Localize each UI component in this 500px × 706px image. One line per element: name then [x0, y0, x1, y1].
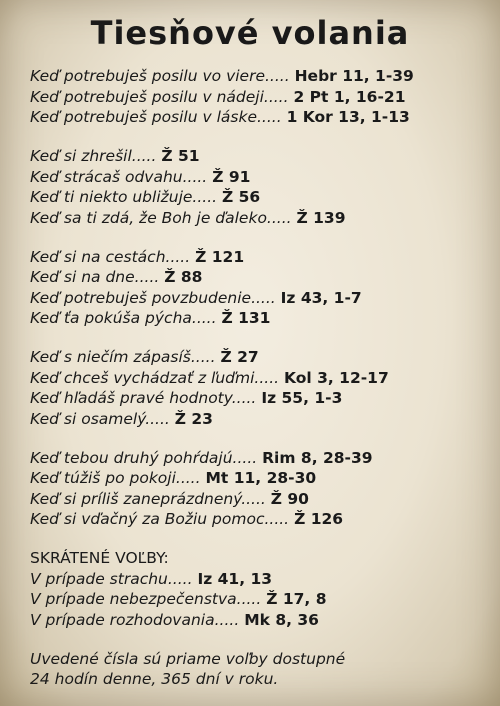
entry-line: [30, 388, 486, 409]
entry-text: Keď strácaš odvahu.....: [30, 167, 208, 186]
entry-group: [30, 146, 486, 228]
entry-text: Keď si na dne.....: [30, 268, 160, 286]
entry-text: Keď tebou druhý pohŕdajú.....: [30, 448, 258, 467]
entry-text: Keď si vďačný za Božiu pomoc.....: [30, 510, 290, 528]
entry-group: [30, 247, 486, 329]
entry-line: [30, 146, 486, 167]
entry-line: [30, 489, 486, 510]
spacer: [30, 630, 486, 649]
entry-line: [30, 87, 486, 108]
bible-reference: Ž 126: [294, 510, 344, 528]
bible-reference: Ž 56: [222, 188, 261, 206]
bible-reference: Ž 90: [270, 489, 309, 508]
entry-text: Keď hľadáš pravé hodnoty.....: [30, 389, 257, 407]
bible-reference: Ž 88: [164, 268, 203, 286]
entry-line: [30, 610, 486, 631]
bible-reference: Ž 17, 8: [266, 590, 327, 608]
entry-line: [30, 267, 486, 288]
bible-reference: Iz 55, 1-3: [261, 389, 343, 407]
entry-text: Keď si na cestách.....: [30, 247, 191, 266]
spacer: [30, 329, 486, 348]
entry-line: [30, 509, 486, 530]
entry-text: V prípade nebezpečenstva.....: [30, 590, 262, 608]
short-options-list: [30, 569, 486, 631]
footer-line-2: 24 hodín denne, 365 dní v roku.: [30, 670, 279, 688]
short-options-label: SKRÁTENÉ VOĽBY:: [30, 549, 169, 567]
entry-line: [30, 167, 486, 188]
entry-line: [30, 468, 486, 489]
entry-text: Keď ti niekto ubližuje.....: [30, 188, 218, 206]
bible-reference: Ž 121: [195, 247, 245, 266]
entry-line: [30, 409, 486, 430]
bible-reference: Hebr 11, 1-39: [294, 67, 414, 85]
bible-reference: Ž 51: [161, 147, 200, 165]
entry-text: V prípade rozhodovania.....: [30, 610, 240, 629]
entry-line: [30, 208, 486, 229]
bible-reference: Mk 8, 36: [244, 610, 319, 629]
entry-text: Keď potrebuješ posilu vo viere.....: [30, 67, 290, 85]
entry-line: [30, 569, 486, 590]
entry-text: Keď potrebuješ posilu v nádeji.....: [30, 87, 289, 106]
content: [30, 66, 486, 690]
entry-text: Keď túžiš po pokoji.....: [30, 469, 201, 487]
bible-reference: Ž 91: [212, 167, 251, 186]
spacer: [30, 228, 486, 247]
entry-line: [30, 107, 486, 128]
bible-reference: Ž 23: [174, 409, 213, 428]
bible-reference: Ž 27: [220, 348, 259, 366]
entry-line: [30, 247, 486, 268]
bible-reference: Ž 139: [296, 208, 346, 227]
bible-reference: Iz 41, 13: [197, 569, 273, 588]
entry-line: [30, 288, 486, 309]
bible-reference: Rim 8, 28-39: [262, 448, 373, 467]
entry-text: Keď si zhrešil.....: [30, 147, 157, 165]
bible-reference: 1 Kor 13, 1-13: [286, 108, 410, 126]
footer-line-1: Uvedené čísla sú priame voľby dostupné: [30, 649, 346, 668]
entry-line: [30, 347, 486, 368]
spacer: [30, 128, 486, 147]
entry-text: Keď ťa pokúša pýcha.....: [30, 309, 217, 327]
entry-group: [30, 66, 486, 128]
entry-line: [30, 66, 486, 87]
bible-reference: Iz 43, 1-7: [280, 288, 362, 307]
entry-text: Keď sa ti zdá, že Boh je ďaleko.....: [30, 208, 292, 227]
emergency-call-list: [30, 66, 486, 530]
entry-text: Keď potrebuješ povzbudenie.....: [30, 288, 276, 307]
entry-text: Keď si príliš zaneprázdnený.....: [30, 489, 266, 508]
entry-text: V prípade strachu.....: [30, 569, 193, 588]
entry-line: [30, 308, 486, 329]
bible-reference: Kol 3, 12-17: [284, 368, 389, 387]
entry-line: [30, 448, 486, 469]
bible-reference: 2 Pt 1, 16-21: [293, 87, 406, 106]
spacer: [30, 530, 486, 549]
entry-text: Keď chceš vychádzať z ľuďmi.....: [30, 368, 280, 387]
entry-line: [30, 187, 486, 208]
entry-group: [30, 347, 486, 429]
bible-reference: Mt 11, 28-30: [205, 469, 317, 487]
spacer: [30, 429, 486, 448]
bible-reference: Ž 131: [221, 309, 271, 327]
page-title: Tiesňové volania: [90, 14, 410, 52]
entry-group: [30, 448, 486, 530]
entry-line: [30, 589, 486, 610]
entry-text: Keď s niečím zápasíš.....: [30, 348, 216, 366]
entry-text: Keď potrebuješ posilu v láske.....: [30, 108, 282, 126]
entry-line: [30, 368, 486, 389]
entry-text: Keď si osamelý.....: [30, 409, 170, 428]
